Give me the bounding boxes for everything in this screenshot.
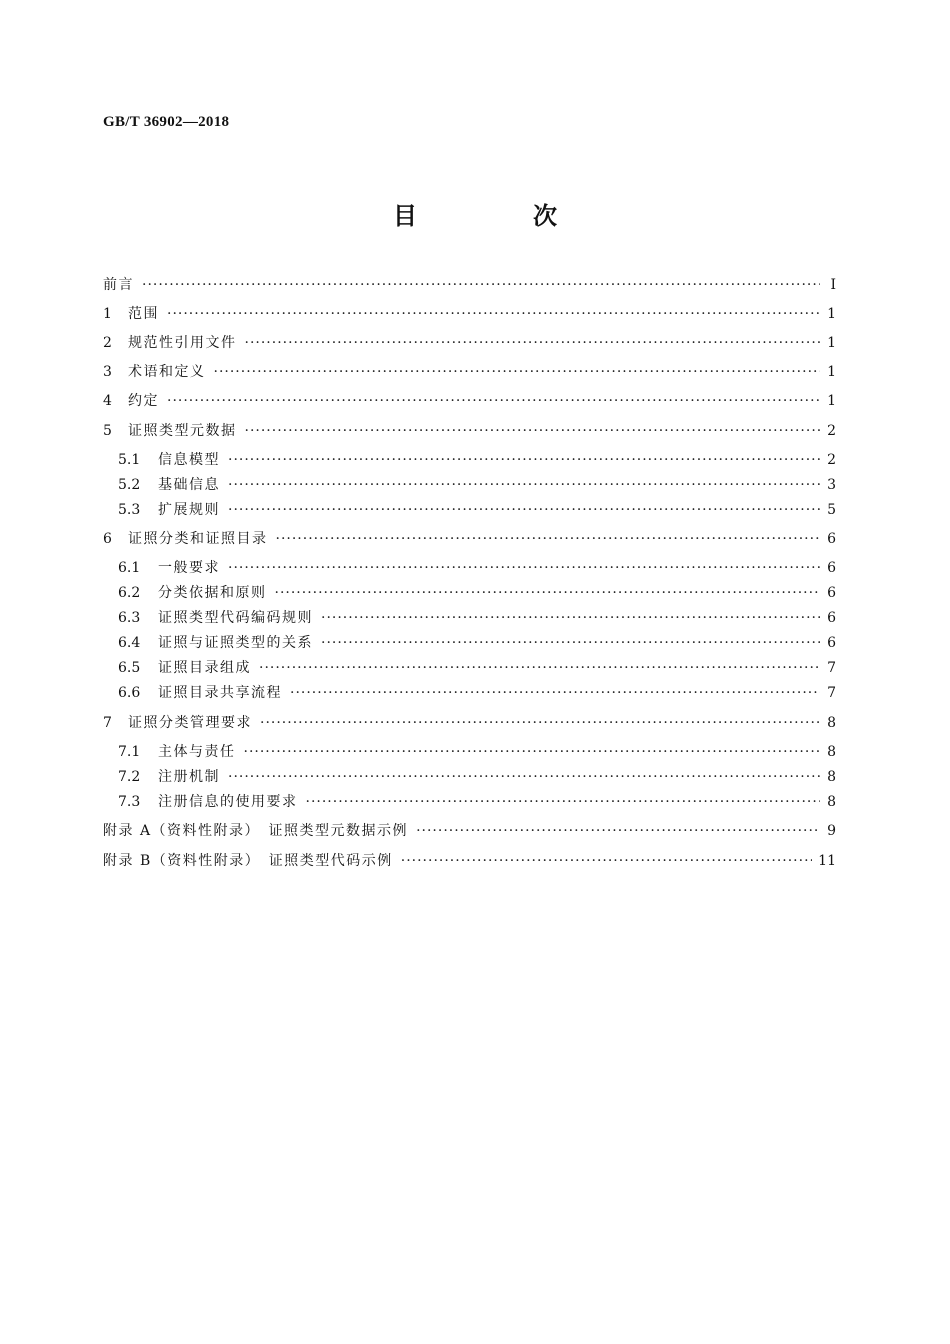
toc-entry — [103, 332, 836, 354]
toc-entry-page: 8 — [827, 769, 836, 785]
toc-dot-leader — [275, 582, 821, 604]
toc-dot-leader — [321, 607, 820, 629]
toc-dot-leader — [306, 791, 821, 813]
toc-entry-title: 证照分类管理要求 — [128, 715, 252, 731]
toc-dot-leader — [228, 499, 820, 521]
toc-entry-number: 6.6 — [118, 685, 141, 701]
toc-entry-number: 5 — [103, 423, 112, 439]
toc-entry-page: 6 — [827, 610, 836, 626]
toc-entry — [103, 420, 836, 442]
toc-entry-page: 8 — [827, 794, 836, 810]
toc-dot-leader — [259, 657, 820, 679]
toc-entry-number: 7 — [103, 715, 112, 731]
toc-entry-number: 6.1 — [118, 560, 141, 576]
toc-entry — [103, 712, 836, 734]
toc-entry-page: 6 — [827, 635, 836, 651]
toc-entry — [118, 741, 836, 763]
toc-entry-page: 3 — [827, 477, 836, 493]
toc-entry-title: 信息模型 — [158, 452, 220, 468]
toc-entry-title: 注册信息的使用要求 — [158, 794, 298, 810]
toc-entry-title: 术语和定义 — [128, 364, 206, 380]
toc-dot-leader — [167, 390, 820, 412]
toc-entry-number: 3 — [103, 364, 112, 380]
toc-entry-page: 1 — [827, 306, 836, 322]
toc-entry — [103, 361, 836, 383]
toc-entry — [118, 449, 836, 471]
toc-entry — [118, 557, 836, 579]
toc-dot-leader — [228, 766, 820, 788]
toc-entry-number: 6.3 — [118, 610, 141, 626]
toc-entry-number: 5.3 — [118, 502, 141, 518]
toc-entry-title: 前言 — [103, 277, 134, 293]
toc-entry-number: 5.1 — [118, 452, 141, 468]
toc-dot-leader — [244, 741, 821, 763]
toc-entry-title: 证照分类和证照目录 — [128, 531, 268, 547]
toc-entry-page: 11 — [818, 853, 836, 869]
toc-entry-page: 2 — [827, 452, 836, 468]
toc-dot-leader — [290, 682, 820, 704]
toc-entry — [118, 657, 836, 679]
toc-entry-page: 2 — [827, 423, 836, 439]
toc-dot-leader — [142, 274, 820, 296]
toc-dot-leader — [228, 449, 820, 471]
toc-dot-leader — [214, 361, 821, 383]
toc-dot-leader — [321, 632, 820, 654]
toc-entry-number: 5.2 — [118, 477, 141, 493]
toc-entry — [118, 632, 836, 654]
standard-code: GB/T 36902—2018 — [103, 114, 230, 130]
toc-entry — [118, 474, 836, 496]
page-title: 目 次 — [393, 202, 603, 230]
toc-entry-title: 证照类型代码编码规则 — [158, 610, 313, 626]
toc-entry-page: 9 — [827, 823, 836, 839]
toc-entry-title: 一般要求 — [158, 560, 220, 576]
toc-entry — [118, 582, 836, 604]
toc-entry-title: 附录 A（资料性附录） 证照类型元数据示例 — [103, 823, 409, 839]
toc-entry-title: 主体与责任 — [158, 744, 236, 760]
toc-entry-title: 证照与证照类型的关系 — [158, 635, 313, 651]
toc-dot-leader — [401, 850, 812, 872]
toc-entry-title: 范围 — [128, 306, 159, 322]
toc-entry-number: 6 — [103, 531, 112, 547]
toc-entry-number: 7.3 — [118, 794, 141, 810]
toc-entry-page: 7 — [827, 660, 836, 676]
toc-entry-page: Ⅰ — [830, 277, 836, 293]
toc-entry-number: 7.2 — [118, 769, 141, 785]
toc-dot-leader — [228, 557, 820, 579]
toc-entry — [103, 850, 836, 872]
toc-dot-leader — [416, 820, 820, 842]
toc-entry-title: 规范性引用文件 — [128, 335, 237, 351]
toc-entry-title: 注册机制 — [158, 769, 220, 785]
toc-entry-title: 约定 — [128, 393, 159, 409]
toc-entry — [103, 274, 836, 296]
toc-entry — [103, 390, 836, 412]
toc-entry — [118, 766, 836, 788]
toc-entry-page: 1 — [827, 335, 836, 351]
toc-entry-title: 扩展规则 — [158, 502, 220, 518]
toc-dot-leader — [260, 712, 820, 734]
toc-entry-number: 2 — [103, 335, 112, 351]
toc-entry-page: 5 — [827, 502, 836, 518]
toc-entry-page: 1 — [827, 364, 836, 380]
toc-entry-number: 1 — [103, 306, 112, 322]
toc-entry — [118, 607, 836, 629]
toc-entry — [103, 820, 836, 842]
toc-entry-title: 证照类型元数据 — [128, 423, 237, 439]
toc-entry-page: 7 — [827, 685, 836, 701]
toc-dot-leader — [276, 528, 821, 550]
toc-entry — [118, 682, 836, 704]
toc-entry-title: 证照目录共享流程 — [158, 685, 282, 701]
toc-entry-number: 6.4 — [118, 635, 141, 651]
toc-entry-number: 6.5 — [118, 660, 141, 676]
toc-dot-leader — [167, 303, 820, 325]
toc-dot-leader — [245, 420, 821, 442]
toc-entry-page: 6 — [827, 560, 836, 576]
toc-dot-leader — [245, 332, 821, 354]
toc-entry-title: 分类依据和原则 — [158, 585, 267, 601]
toc-entry — [118, 499, 836, 521]
toc-entry-title: 证照目录组成 — [158, 660, 251, 676]
toc-entry-number: 4 — [103, 393, 112, 409]
toc-entry-page: 6 — [827, 531, 836, 547]
toc-entry-page: 6 — [827, 585, 836, 601]
toc-entry-page: 1 — [827, 393, 836, 409]
toc-entry-number: 6.2 — [118, 585, 141, 601]
toc-entry-page: 8 — [827, 715, 836, 731]
toc-dot-leader — [228, 474, 820, 496]
toc-entry — [103, 528, 836, 550]
toc-entry-number: 7.1 — [118, 744, 141, 760]
toc-entry-title: 附录 B（资料性附录） 证照类型代码示例 — [103, 853, 393, 869]
toc-entry-page: 8 — [827, 744, 836, 760]
toc-entry-title: 基础信息 — [158, 477, 220, 493]
toc-entry — [118, 791, 836, 813]
toc-entry — [103, 303, 836, 325]
